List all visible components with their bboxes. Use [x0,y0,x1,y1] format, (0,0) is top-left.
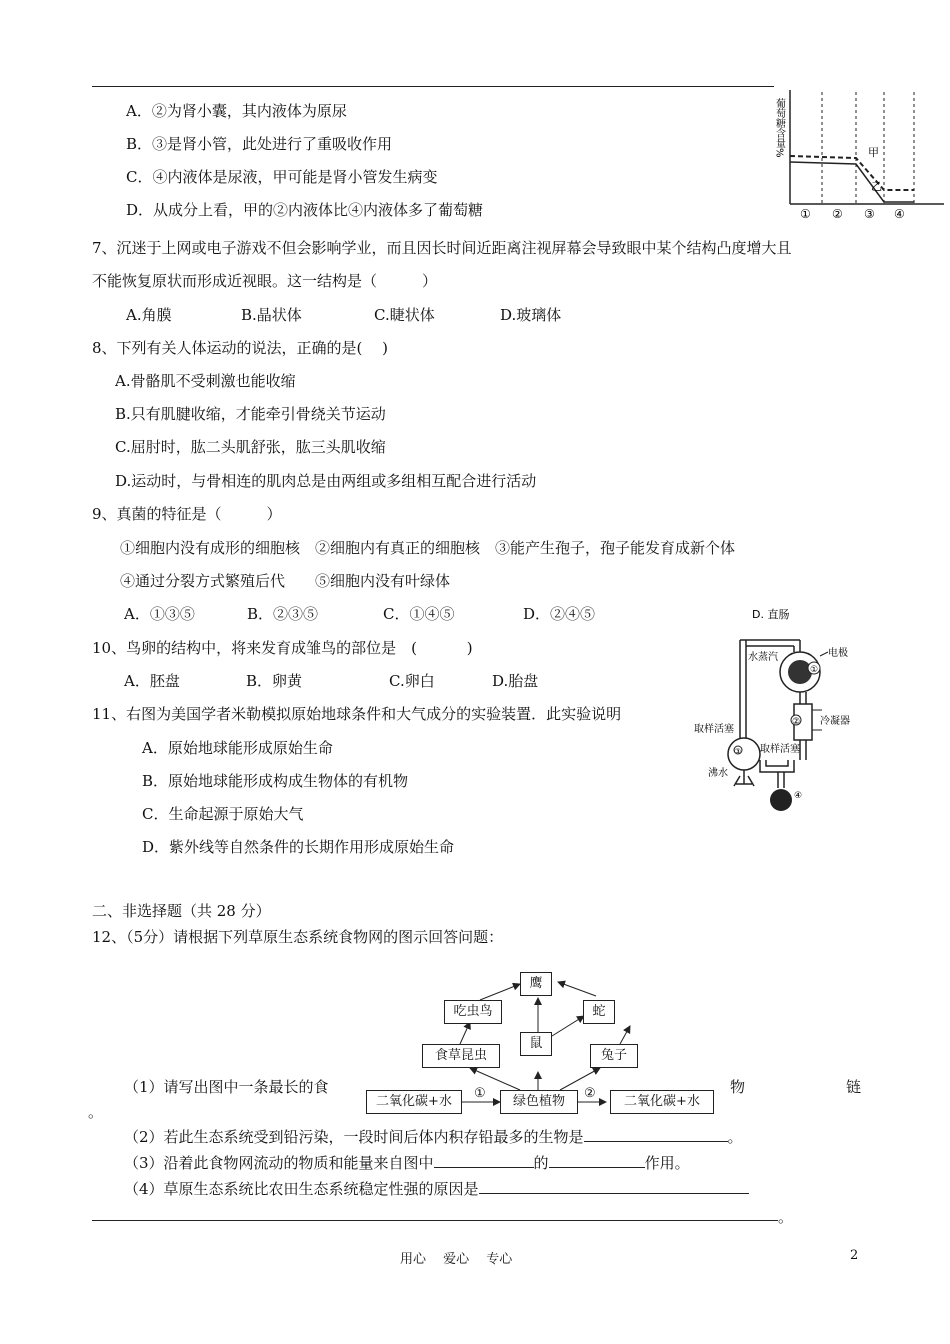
node-mouse: 鼠 [520,1032,552,1056]
q12-sub1-c: 链 [846,1078,862,1096]
node-rabbit: 兔子 [590,1044,638,1068]
electrode-label: 电极 [828,648,848,659]
curve-yi-label: 乙 [871,180,882,193]
q12-sub4-answer[interactable] [479,1179,749,1194]
q9-option-a: A．①③⑤ [124,605,195,623]
q8-option-b: B.只有肌腱收缩，才能牵引骨绕关节运动 [115,405,386,423]
q12-sub3-text-b: 的 [533,1154,549,1172]
node-green-plant: 绿色植物 [500,1090,578,1114]
q12-sub3-answer-2[interactable] [549,1153,645,1168]
q6-option-c: C．④内液体是尿液，甲可能是肾小管发生病变 [126,168,438,186]
q11-option-d: D．紫外线等自然条件的长期作用形成原始生命 [142,838,455,856]
section2-title: 二、非选择题（共 28 分） [92,902,271,920]
q10-option-d: D.胎盘 [492,672,539,690]
q10-option-c: C.卵白 [389,672,435,690]
q11-stem: 11、右图为美国学者米勒模拟原始地球条件和大气成分的实验装置．此实验说明 [92,705,622,723]
boiling-water-label: 沸水 [708,768,728,779]
q12-sub3 [124,1152,690,1173]
glucose-graph [773,86,946,222]
node-co2-right: 二氧化碳+水 [610,1090,714,1114]
q12-sub1-b: 物 [730,1078,746,1096]
boiling-flask [728,738,760,770]
q12-sub2-text: （2）若此生态系统受到铅污染，一段时间后体内积存铅最多的生物是 [124,1128,584,1146]
q11-option-b: B．原始地球能形成构成生物体的有机物 [142,772,409,790]
q9-option-c: C．①④⑤ [383,605,455,623]
q11-option-c: C．生命起源于原始大气 [142,805,304,823]
q8-option-c: C.屈肘时，肱二头肌舒张，肱三头肌收缩 [115,438,386,456]
q8-option-d: D.运动时，与骨相连的肌肉总是由两组或多组相互配合进行活动 [115,472,537,490]
segment-1: ① [800,207,811,221]
q7-stem-line1: 7、沉迷于上网或电子游戏不但会影响学业，而且因长时间近距离注视屏幕会导致眼中某个结构凸度增大且 [92,239,792,257]
collection-flask [770,789,792,811]
q12-sub4-text: （4）草原生态系统比农田生态系统稳定性强的原因是 [124,1180,479,1198]
segment-2: ② [832,207,843,221]
node-snake: 蛇 [583,1000,615,1024]
curve-yi [790,162,914,202]
q8-stem: 8、下列有关人体运动的说法，正确的是( ) [92,339,389,357]
q12-sub4-answer-line2[interactable] [92,1220,778,1221]
q12-sub2-end: 。 [727,1128,743,1146]
sampling-valve-right: 取样活塞 [760,744,800,755]
q8-option-a: A.骨骼肌不受刺激也能收缩 [115,372,296,390]
node-hawk: 鹰 [520,972,552,996]
segment-4: ④ [894,207,905,221]
q12-sub1-a: （1）请写出图中一条最长的食 [124,1078,329,1096]
condenser-label: 冷凝器 [820,716,850,727]
mark-3: ③ [734,747,742,756]
segment-3: ③ [864,207,875,221]
stray-label: D. 直肠 [752,608,790,621]
q9-statements-line1: ①细胞内没有成形的细胞核 ②细胞内有真正的细胞核 ③能产生孢子，孢子能发育成新个体 [120,539,736,557]
q7-option-b: B.晶状体 [241,306,302,324]
q12-sub2 [124,1126,743,1147]
q9-option-b: B．②③⑤ [247,605,319,623]
q12-sub2-answer[interactable] [584,1127,728,1142]
curve-jia-label: 甲 [868,146,879,159]
vapor-label: 水蒸汽 [748,652,778,663]
q9-stem: 9、真菌的特征是（ ） [92,505,282,523]
top-rule [92,86,774,87]
q12-sub4-end: 。 [778,1208,794,1226]
sampling-valve-left: 取样活塞 [694,724,734,735]
q7-option-c: C.睫状体 [374,306,435,324]
node-insectivorous-bird: 吃虫鸟 [444,1000,502,1024]
q6-option-a: A．②为肾小囊，其内液体为原尿 [126,102,347,120]
q7-option-d: D.玻璃体 [500,306,562,324]
q12-sub4 [124,1178,749,1199]
q7-option-a: A.角膜 [126,306,172,324]
mark-2: ② [792,717,801,727]
miller-apparatus [690,604,870,820]
q6-option-d: D．从成分上看，甲的②内液体比④内液体多了葡萄糖 [126,201,484,219]
q12-sub3-text-a: （3）沿着此食物网流动的物质和能量来自图中 [124,1154,434,1172]
curve-jia [790,156,914,190]
q12-sub1-end: 。 [88,1103,104,1121]
q12-stem: 12、（5分）请根据下列草原生态系统食物网的图示回答问题： [92,928,504,946]
q12-sub3-text-c: 作用。 [644,1154,690,1172]
q6-option-b: B．③是肾小管，此处进行了重吸收作用 [126,135,393,153]
arrow-1-label: ① [474,1086,486,1101]
q9-statements-line2: ④通过分裂方式繁殖后代 ⑤细胞内没有叶绿体 [120,572,451,590]
q10-option-b: B．卵黄 [246,672,303,690]
q7-stem-line2: 不能恢复原状而形成近视眼。这一结构是（ ） [92,272,438,290]
q10-option-a: A．胚盘 [124,672,180,690]
q11-option-a: A．原始地球能形成原始生命 [142,739,333,757]
page-number: 2 [850,1248,859,1263]
node-co2-left: 二氧化碳+水 [366,1090,462,1114]
q12-sub3-answer-1[interactable] [434,1153,534,1168]
arrow-2-label: ② [584,1086,596,1101]
graph-ylabel: 葡萄糖含量% [773,98,785,158]
q9-option-d: D．②④⑤ [523,605,596,623]
mark-1: ① [810,665,819,675]
footer-motto: 用心 爱心 专心 [400,1252,513,1267]
mark-4: ④ [794,791,803,801]
q10-stem: 10、鸟卵的结构中，将来发育成雏鸟的部位是 ( ) [92,639,473,657]
node-herbivorous-insect: 食草昆虫 [422,1044,500,1068]
